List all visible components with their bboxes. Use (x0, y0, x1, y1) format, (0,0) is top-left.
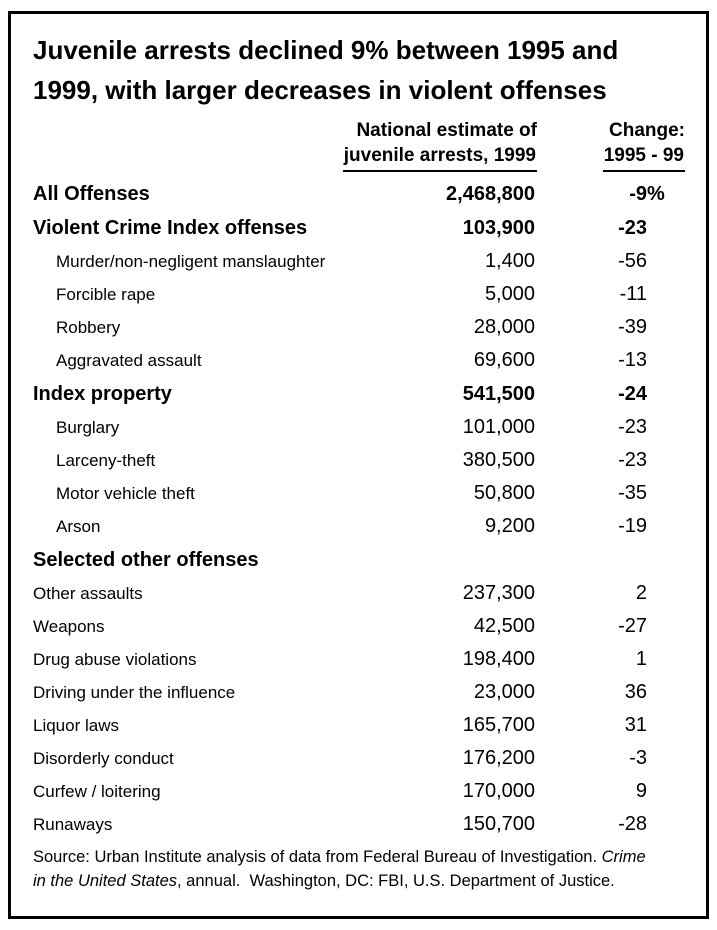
row-estimate: 1,400 (484, 250, 535, 272)
row-change-value: -13 (618, 349, 647, 371)
column-header-estimate-line1: National estimate of (356, 120, 537, 141)
column-header-change-line1: Change: (609, 120, 685, 141)
table-row (33, 812, 647, 837)
row-change (535, 746, 647, 771)
row-change-value: 1 (635, 648, 647, 670)
table-row (33, 382, 647, 407)
source-text-regular: Source: Urban Institute analysis of data from Federal Bureau of Investigation. (33, 848, 602, 866)
row-change-value: -56 (618, 250, 647, 272)
row-change-value: -28 (618, 813, 647, 835)
table-row (33, 713, 647, 738)
row-change (535, 647, 647, 672)
row-label: Curfew / loitering (33, 782, 161, 801)
row-label: Selected other offenses (33, 549, 259, 571)
row-label: All Offenses (33, 183, 150, 205)
source-text-italic: in the United States (33, 872, 178, 890)
table-row (33, 481, 647, 506)
row-estimate: 5,000 (484, 283, 535, 305)
row-change-value: -35 (618, 482, 647, 504)
table-row (33, 315, 647, 340)
row-label: Weapons (33, 617, 105, 636)
source-text-italic: Crime (601, 848, 646, 866)
row-change-value: -11 (619, 283, 647, 305)
row-change-value: 9 (635, 780, 647, 802)
row-change-value: -27 (618, 615, 647, 637)
row-change (535, 415, 647, 440)
column-header-change-line2-wrap (603, 143, 685, 172)
row-change-value: -3 (629, 747, 647, 769)
row-label: Robbery (56, 318, 121, 337)
table-frame (8, 11, 709, 919)
row-estimate: 101,000 (462, 416, 535, 438)
table-row (33, 182, 665, 207)
row-label: Other assaults (33, 584, 143, 603)
row-estimate: 2,468,800 (446, 183, 535, 205)
source-note (33, 845, 690, 893)
row-estimate: 170,000 (462, 780, 535, 802)
table-row (33, 647, 647, 672)
row-label: Motor vehicle theft (56, 484, 195, 503)
row-change (535, 315, 647, 340)
table-row (33, 415, 647, 440)
column-header-change (603, 118, 685, 172)
row-change (535, 481, 647, 506)
column-header-estimate (343, 118, 537, 172)
row-estimate: 198,400 (462, 648, 535, 670)
row-label: Drug abuse violations (33, 650, 197, 669)
row-estimate: 42,500 (473, 615, 535, 637)
row-change (535, 680, 647, 705)
row-change (535, 614, 647, 639)
row-change (535, 812, 647, 837)
row-change (535, 348, 647, 373)
table-row (33, 448, 647, 473)
row-change (535, 713, 647, 738)
row-change-value: 31 (624, 714, 647, 736)
row-estimate: 165,700 (462, 714, 535, 736)
row-change (535, 382, 647, 407)
page-title-line2: 1999, with larger decreases in violent offenses (33, 75, 607, 105)
table-row (33, 614, 647, 639)
row-change-value: -19 (618, 515, 647, 537)
row-label: Disorderly conduct (33, 749, 174, 768)
table-body (11, 182, 706, 837)
row-change-value: -39 (618, 316, 647, 338)
row-estimate: 9,200 (484, 515, 535, 537)
row-label: Aggravated assault (56, 351, 202, 370)
row-estimate: 380,500 (462, 449, 535, 471)
column-header-estimate-line2: juvenile arrests, 1999 (343, 143, 537, 172)
row-change-value: 36 (624, 681, 647, 703)
row-estimate: 237,300 (462, 582, 535, 604)
row-label: Index property (33, 383, 172, 405)
table-row (33, 348, 647, 373)
table-row (33, 548, 647, 573)
row-label: Runaways (33, 815, 113, 834)
row-estimate: 28,000 (473, 316, 535, 338)
row-change (535, 249, 647, 274)
page-title (33, 30, 688, 110)
row-change-suffix: % (647, 183, 665, 205)
row-estimate: 69,600 (473, 349, 535, 371)
row-change (535, 216, 647, 241)
table-row (33, 249, 647, 274)
page-title-line1: Juvenile arrests declined 9% between 1995 and (33, 35, 619, 65)
table-row (33, 581, 647, 606)
column-headers (11, 118, 706, 174)
column-header-estimate-line2-wrap (343, 143, 537, 172)
table-row (33, 680, 647, 705)
row-label: Arson (56, 517, 101, 536)
row-change (535, 448, 647, 473)
row-label: Murder/non-negligent manslaughter (56, 252, 326, 271)
row-estimate: 23,000 (473, 681, 535, 703)
row-change (535, 182, 665, 207)
row-change (535, 581, 647, 606)
row-estimate: 541,500 (462, 383, 535, 405)
row-label: Violent Crime Index offenses (33, 217, 308, 239)
table-row (33, 282, 647, 307)
row-label: Forcible rape (56, 285, 156, 304)
row-label: Burglary (56, 418, 120, 437)
row-change-value: -9 (629, 183, 647, 205)
row-estimate: 103,900 (462, 217, 535, 239)
column-header-change-line2: 1995 - 99 (603, 143, 685, 172)
table-row (33, 216, 647, 241)
row-estimate: 176,200 (462, 747, 535, 769)
row-change-value: -24 (618, 383, 647, 405)
table-row (33, 514, 647, 539)
row-change-value: -23 (618, 217, 647, 239)
row-estimate: 150,700 (462, 813, 535, 835)
row-change-value: 2 (635, 582, 647, 604)
row-change (535, 779, 647, 804)
source-text-regular: , annual. Washington, DC: FBI, U.S. Department of Justice. (177, 872, 615, 890)
table-row (33, 746, 647, 771)
table-row (33, 779, 647, 804)
row-change (535, 282, 647, 307)
row-change-value: -23 (618, 416, 647, 438)
row-label: Liquor laws (33, 716, 119, 735)
row-estimate: 50,800 (473, 482, 535, 504)
row-change-value: -23 (618, 449, 647, 471)
row-label: Larceny-theft (56, 451, 156, 470)
row-change (535, 514, 647, 539)
row-label: Driving under the influence (33, 683, 236, 702)
